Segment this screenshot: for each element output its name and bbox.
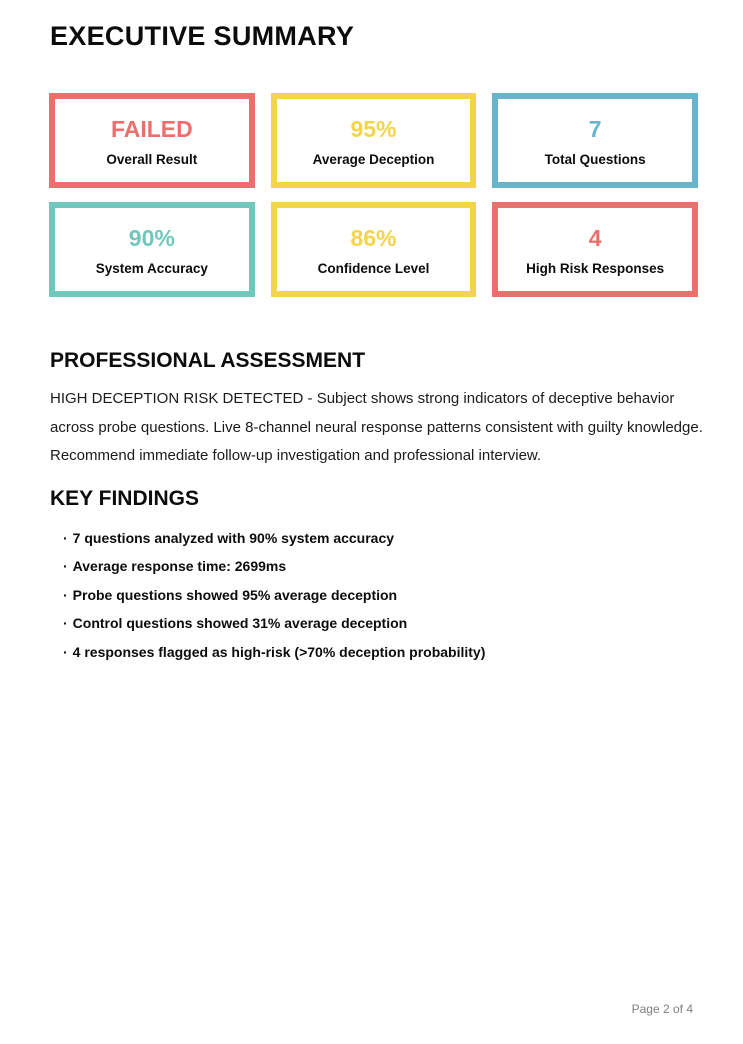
stat-card-label: Confidence Level [317,260,430,276]
finding-text: Control questions showed 31% average deception [72,615,408,631]
stat-card-value: 95% [350,116,397,143]
finding-text: 4 responses flagged as high-risk (>70% deception probability) [72,643,486,660]
stat-card [271,202,477,297]
stat-card-value: 90% [128,225,175,252]
finding-text: Average response time: 2699ms [72,558,287,574]
page-number: Page 2 of 4 [631,1002,693,1016]
stat-card-value: 4 [588,225,602,252]
stat-card-value: 7 [588,116,602,143]
stat-card-label: System Accuracy [95,260,208,276]
stat-card [492,202,698,297]
stat-card-label: Total Questions [544,151,646,167]
bullet-marker: · [63,558,68,574]
stat-card-label: High Risk Responses [526,260,665,276]
bullet-marker: · [63,529,68,546]
professional-assessment-body: HIGH DECEPTION RISK DETECTED - Subject shows strong indicators of deceptive behavior across probe questions. Live 8-channel neural response patterns consistent with guilty knowledge. Recommend immediate follow-up investigation and professional interview. [50,390,703,464]
key-findings-list [50,530,743,661]
stat-card [271,93,477,188]
stat-card-value: 86% [350,225,397,252]
stat-card-label: Overall Result [106,151,198,167]
professional-assessment-heading: PROFESSIONAL ASSESSMENT [50,349,366,372]
bullet-marker: · [63,615,68,631]
stat-card-value: FAILED [110,116,193,143]
finding-text: Probe questions showed 95% average deception [72,586,398,603]
key-findings-heading: KEY FINDINGS [50,486,199,510]
bullet-marker: · [63,586,68,603]
finding-item [50,615,743,632]
stat-cards-grid [49,93,698,297]
finding-item [50,587,743,604]
stat-card [49,202,255,297]
stat-card [49,93,255,188]
finding-item [50,644,743,661]
finding-text: 7 questions analyzed with 90% system accuracy [72,529,395,546]
stat-card [492,93,698,188]
page-title: EXECUTIVE SUMMARY [50,21,355,51]
finding-item [50,530,743,547]
bullet-marker: · [63,643,68,660]
stat-card-label: Average Deception [312,151,435,167]
finding-item [50,558,743,575]
